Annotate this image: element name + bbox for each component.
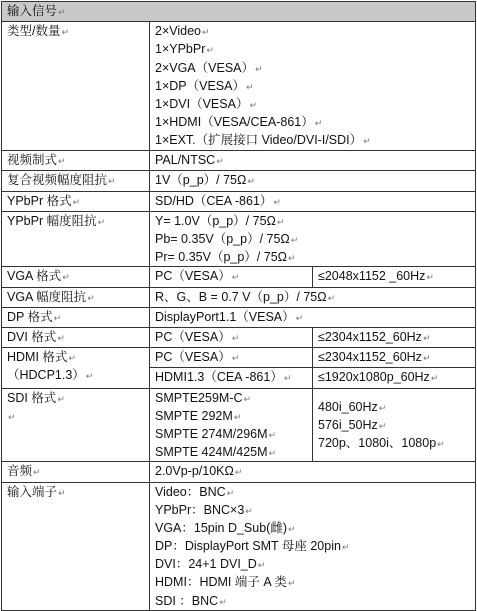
dvi-format-label: DVI 格式↵ <box>2 327 150 347</box>
hdmi-cea-value: HDMI1.3（CEA -861）↵ <box>150 368 313 388</box>
sdi-mode-line: 576i_50Hz↵ <box>318 417 387 432</box>
port-line: Video：BNC↵ <box>155 484 235 499</box>
dvi-format-value: PC（VESA）↵ <box>150 327 313 347</box>
ypbpr-format-value: SD/HD（CEA -861）↵ <box>150 191 476 211</box>
audio-label: 音频↵ <box>2 462 150 482</box>
ports-row <box>2 482 476 610</box>
port-line: VGA：15pin D_Sub(雌)↵ <box>155 520 296 535</box>
hdmi-pc-resolution: ≤2304x1152_60Hz↵ <box>313 348 476 368</box>
type-line: 1×DP（VESA）↵ <box>155 78 254 93</box>
sdi-standard-line: SMPTE259M-C↵ <box>155 390 252 405</box>
vga-format-label: VGA 格式↵ <box>2 267 150 287</box>
port-line: DVI：24+1 DVI_D↵ <box>155 557 266 572</box>
vga-format-row <box>2 267 476 287</box>
type-label: 类型/数量↵ <box>2 22 150 151</box>
sdi-standard-line: SMPTE 424M/425M↵ <box>155 445 277 460</box>
type-line: 2×Video↵ <box>155 24 210 39</box>
ypbpr-impedance-values <box>150 211 476 267</box>
vga-format-resolution: ≤2048x1152 _60Hz↵ <box>313 267 476 287</box>
sdi-standard-line: SMPTE 274M/296M↵ <box>155 426 277 441</box>
port-line: HDMI：HDMI 端子 A 类↵ <box>155 575 296 590</box>
ypbpr-format-label: YPbPr 格式↵ <box>2 191 150 211</box>
type-line: 1×HDMI（VESA/CEA-861）↵ <box>155 115 323 130</box>
composite-impedance-label: 复合视频幅度阻抗↵ <box>2 171 150 191</box>
hdmi-pc-row <box>2 348 476 368</box>
type-line: 1×YPbPr↵ <box>155 42 214 57</box>
audio-row <box>2 462 476 482</box>
port-line: SDI ：BNC↵ <box>155 593 227 608</box>
ypbpr-impedance-row <box>2 211 476 267</box>
sdi-mode-line: 480i_60Hz↵ <box>318 399 387 414</box>
sdi-standard-line: SMPTE 292M↵ <box>155 408 242 423</box>
type-values <box>150 22 476 151</box>
composite-impedance-row <box>2 171 476 191</box>
video-standard-label: 视频制式↵ <box>2 151 150 171</box>
dp-format-row <box>2 307 476 327</box>
ports-values <box>150 482 476 610</box>
input-signal-spec-table <box>1 1 476 611</box>
sdi-mode-line: 720p、1080i、1080p↵ <box>318 436 445 451</box>
vga-format-value: PC（VESA）↵ <box>150 267 313 287</box>
type-row <box>2 22 476 151</box>
dp-format-value: DisplayPort1.1（VESA）↵ <box>150 307 476 327</box>
dvi-format-row <box>2 327 476 347</box>
port-line: YPbPr：BNC×3↵ <box>155 502 253 517</box>
dp-format-label: DP 格式↵ <box>2 307 150 327</box>
port-line: DP：DisplayPort SMT 母座 20pin↵ <box>155 539 350 554</box>
sdi-modes <box>313 388 476 462</box>
section-header: 输入信号↵ <box>2 2 476 22</box>
ypbpr-impedance-label: YPbPr 幅度阻抗↵ <box>2 211 150 267</box>
dvi-format-resolution: ≤2304x1152_60Hz↵ <box>313 327 476 347</box>
ports-label: 输入端子↵ <box>2 482 150 610</box>
vga-impedance-row <box>2 287 476 307</box>
composite-impedance-value: 1V（p_p）/ 75Ω↵ <box>150 171 476 191</box>
hdmi-pc-value: PC（VESA）↵ <box>150 348 313 368</box>
ypbpr-format-row <box>2 191 476 211</box>
video-standard-value: PAL/NTSC↵ <box>150 151 476 171</box>
type-line: 2×VGA（VESA）↵ <box>155 60 263 75</box>
vga-impedance-label: VGA 幅度阻抗↵ <box>2 287 150 307</box>
sdi-standards <box>150 388 313 462</box>
sdi-format-label: SDI 格式↵ ↵ <box>2 388 150 462</box>
sdi-format-row <box>2 388 476 462</box>
video-standard-row <box>2 151 476 171</box>
hdmi-format-label: HDMI 格式↵ （HDCP1.3）↵ <box>2 348 150 388</box>
ypbpr-impedance-line: Y= 1.0V（p_p）/ 75Ω↵ <box>155 213 285 228</box>
vga-impedance-value: R、G、B = 0.7 V（p_p）/ 75Ω↵ <box>150 287 476 307</box>
type-line: 1×DVI（VESA）↵ <box>155 96 257 111</box>
header-row <box>2 2 476 22</box>
ypbpr-impedance-line: Pb= 0.35V（p_p）/ 75Ω↵ <box>155 232 299 246</box>
type-line: 1×EXT.（扩展接口 Video/DVI-I/SDI）↵ <box>155 133 371 148</box>
audio-value: 2.0Vp-p/10KΩ↵ <box>150 462 476 482</box>
hdmi-cea-resolution: ≤1920x1080p_60Hz↵ <box>313 368 476 388</box>
ypbpr-impedance-line: Pr= 0.35V（p_p）/ 75Ω↵ <box>155 250 296 265</box>
